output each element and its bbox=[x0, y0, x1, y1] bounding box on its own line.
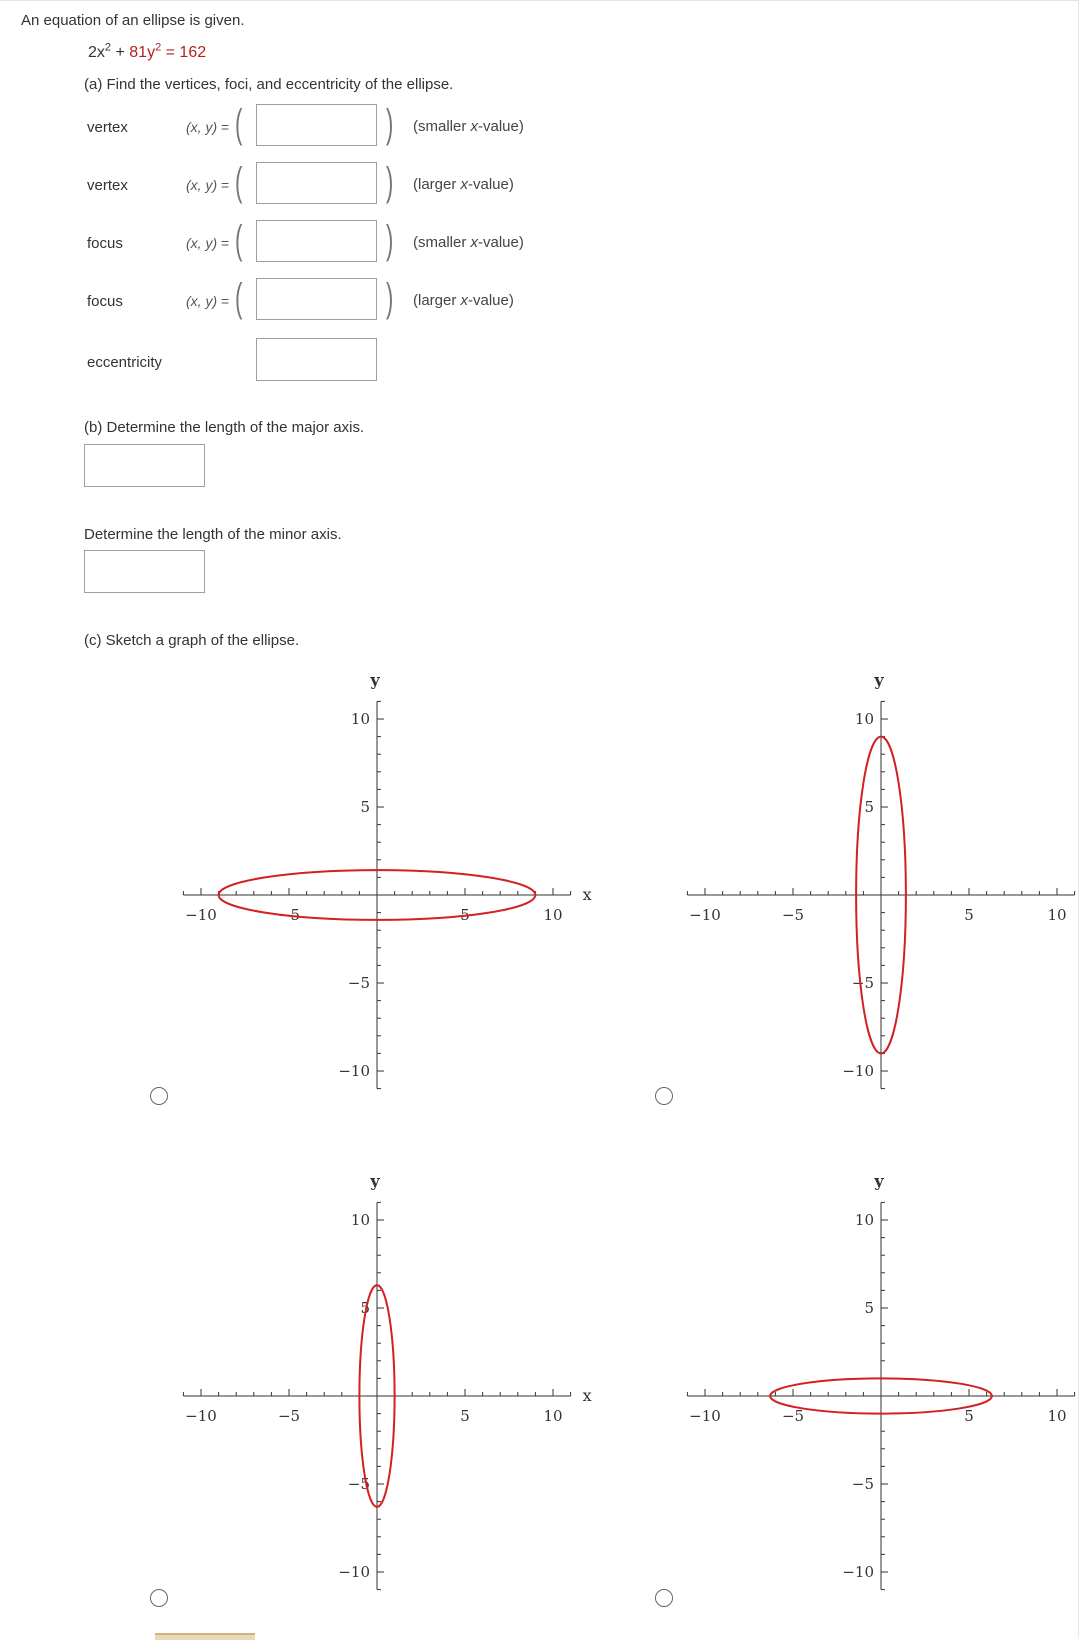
graph-2-x-tick-label: −5 bbox=[781, 906, 805, 924]
row-hint: (larger x-value) bbox=[413, 292, 514, 309]
intro-text: An equation of an ellipse is given. bbox=[21, 12, 245, 29]
graph-3-y-axis-label: y bbox=[370, 1171, 380, 1191]
graph-4-x-tick-label: −5 bbox=[781, 1407, 805, 1425]
graph-option-4-radio[interactable] bbox=[655, 1589, 673, 1607]
graph-1-x-tick-label: −10 bbox=[185, 906, 217, 924]
graph-4-x-tick-label: 10 bbox=[1047, 1407, 1067, 1425]
left-paren: ( bbox=[234, 218, 243, 262]
graph-3-y-tick-label: −10 bbox=[338, 1563, 370, 1581]
row-hint: (larger x-value) bbox=[413, 176, 514, 193]
graph-2-x-tick-label: 10 bbox=[1047, 906, 1067, 924]
row-hint: (smaller x-value) bbox=[413, 234, 524, 251]
graph-2-y-tick-label: −10 bbox=[842, 1062, 874, 1080]
graph-option-3-radio[interactable] bbox=[150, 1589, 168, 1607]
right-paren: ) bbox=[385, 218, 394, 262]
eq-rhs: = 162 bbox=[161, 44, 207, 61]
minor-axis-prompt: Determine the length of the minor axis. bbox=[84, 526, 342, 543]
graph-3-y-tick-label: −5 bbox=[347, 1475, 370, 1493]
part-b-prompt: (b) Determine the length of the major axis. bbox=[84, 419, 365, 436]
graph-3-x-tick-label: −5 bbox=[277, 1407, 301, 1425]
left-paren: ( bbox=[234, 102, 243, 146]
graph-2-y-axis-label: y bbox=[874, 670, 884, 690]
graph-1-y-tick-label: 5 bbox=[360, 798, 370, 816]
graph-2-y-tick-label: 5 bbox=[864, 798, 874, 816]
xy-label: (x, y) = bbox=[186, 293, 230, 309]
right-paren: ) bbox=[385, 102, 394, 146]
row-label: vertex bbox=[87, 119, 128, 136]
eq-term-1-exp: 2 bbox=[104, 41, 112, 54]
graph-1-x-tick-label: −5 bbox=[277, 906, 301, 924]
graph-1-y-tick-label: −10 bbox=[338, 1062, 370, 1080]
graph-4-y-tick-label: −5 bbox=[851, 1475, 874, 1493]
graph-3-x-tick-label: 10 bbox=[543, 1407, 563, 1425]
graph-option-2-radio[interactable] bbox=[655, 1087, 673, 1105]
graph-1-x-tick-label: 5 bbox=[460, 906, 470, 924]
graph-2-y-tick-label: −5 bbox=[851, 974, 874, 992]
graph-3-y-tick-label: 5 bbox=[360, 1299, 370, 1317]
row-hint: (smaller x-value) bbox=[413, 118, 524, 135]
graph-1-x-tick-label: 10 bbox=[543, 906, 563, 924]
graph-2-x-tick-label: −10 bbox=[689, 906, 721, 924]
xy-label: (x, y) = bbox=[186, 235, 230, 251]
graph-4-y-tick-label: 5 bbox=[864, 1299, 874, 1317]
xy-label: (x, y) = bbox=[186, 177, 230, 193]
left-paren: ( bbox=[234, 276, 243, 320]
right-paren: ) bbox=[385, 276, 394, 320]
row-label: focus bbox=[87, 235, 123, 252]
part-c-prompt: (c) Sketch a graph of the ellipse. bbox=[84, 632, 300, 649]
left-paren: ( bbox=[234, 160, 243, 204]
graph-4-x-tick-label: 5 bbox=[964, 1407, 974, 1425]
row-label: focus bbox=[87, 293, 123, 310]
graph-1-y-tick-label: 10 bbox=[350, 710, 370, 728]
row-label: vertex bbox=[87, 177, 128, 194]
right-paren: ) bbox=[385, 160, 394, 204]
graph-2-y-tick-label: 10 bbox=[854, 710, 874, 728]
graph-1-x-axis-label: x bbox=[582, 885, 592, 904]
xy-label: (x, y) = bbox=[186, 119, 230, 135]
graph-option-1-radio[interactable] bbox=[150, 1087, 168, 1105]
graph-4-x-tick-label: −10 bbox=[689, 1407, 721, 1425]
graph-3-y-tick-label: 10 bbox=[350, 1211, 370, 1229]
graph-2-x-tick-label: 5 bbox=[964, 906, 974, 924]
graph-1-y-axis-label: y bbox=[370, 670, 380, 690]
graph-3-x-axis-label: x bbox=[582, 1386, 592, 1405]
part-a-prompt: (a) Find the vertices, foci, and eccentricity of the ellipse. bbox=[84, 76, 454, 93]
graph-4-y-tick-label: 10 bbox=[854, 1211, 874, 1229]
graph-4-y-axis-label: y bbox=[874, 1171, 884, 1191]
next-section-tab bbox=[155, 1633, 255, 1640]
eccentricity-label: eccentricity bbox=[87, 354, 163, 371]
eq-term-1: 2x bbox=[88, 44, 105, 61]
eq-term-2-exp: 2 bbox=[155, 41, 162, 54]
graph-3-x-tick-label: −10 bbox=[185, 1407, 217, 1425]
eq-plus: + bbox=[111, 44, 130, 61]
graph-1-y-tick-label: −5 bbox=[347, 974, 370, 992]
graph-4-y-tick-label: −10 bbox=[842, 1563, 874, 1581]
eq-term-2: 81y bbox=[129, 44, 156, 61]
graph-3-x-tick-label: 5 bbox=[460, 1407, 470, 1425]
